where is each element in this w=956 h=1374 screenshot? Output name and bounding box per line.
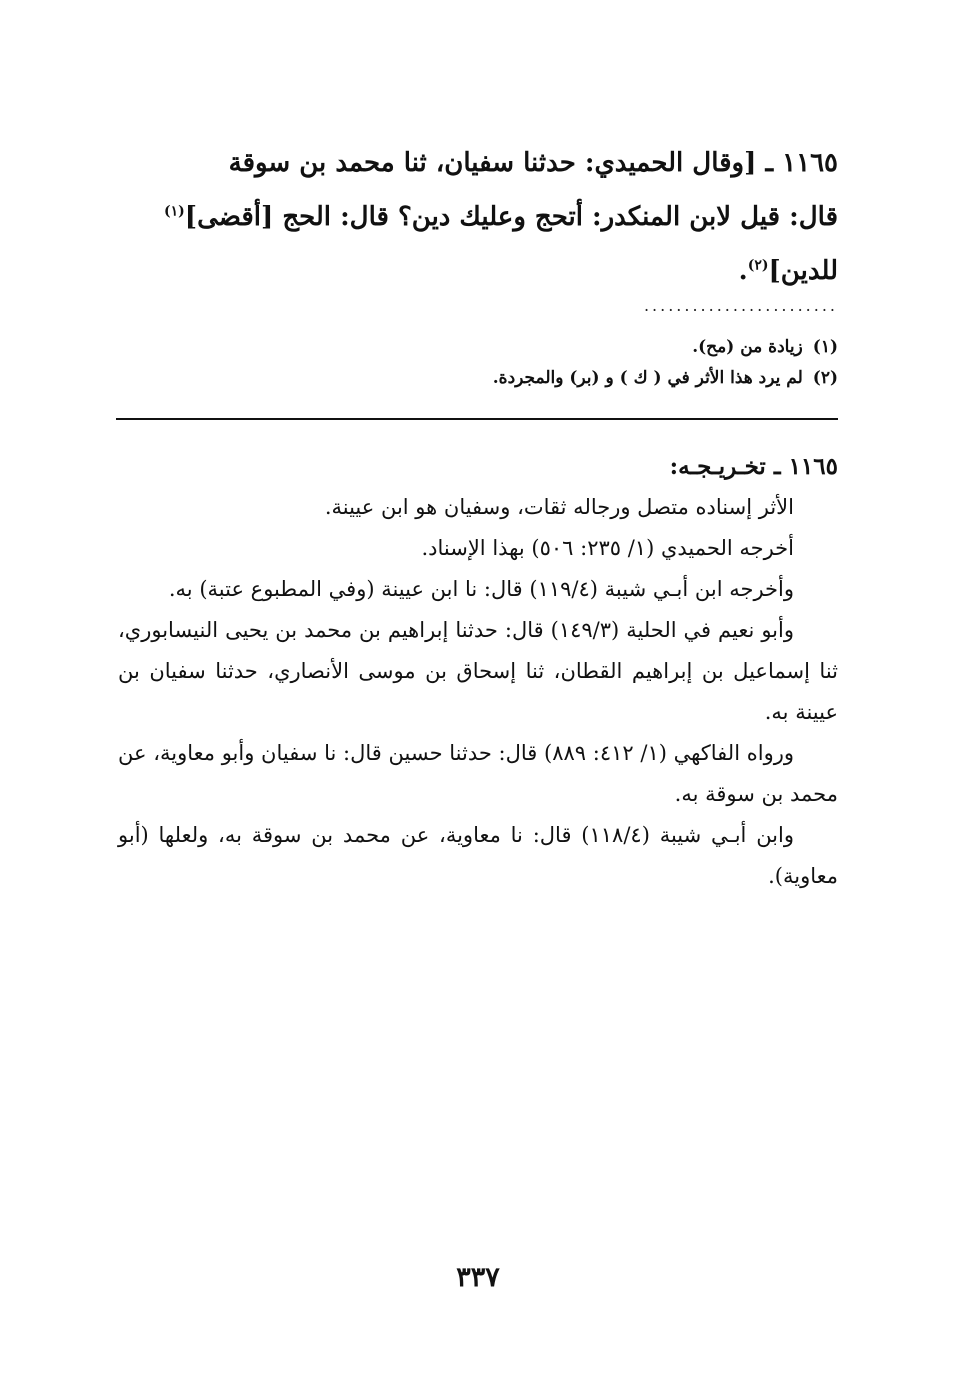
takhrij-paragraph: وأخرجه ابن أبـي شيبة (١١٩/٤) قال: نا ابن عيينة (وفي المطبوع عتبة) به. xyxy=(168,577,794,601)
takhrij-paragraph: وأبو نعيم في الحلية (١٤٩/٣) قال: حدثنا إبراهيم بن محمد بن يحيى النيسابوري، ثنا إسماعيل بن إبراهيم القطان، ثنا إسحاق بن موسى الأنصاري، حدثنا سفيان بن عيينة به. xyxy=(118,618,838,724)
takhrij-paragraph: الأثر إسناده متصل ورجاله ثقات، وسفيان هو ابن عيينة. xyxy=(324,495,794,519)
footnote-marker-2: (٢) xyxy=(747,257,769,274)
footnote-2-number: (٢) xyxy=(812,368,838,388)
takhrij-section xyxy=(118,446,838,897)
footnote-marker-1: (١) xyxy=(164,203,185,220)
page-number: ٣٣٧ xyxy=(456,1262,500,1293)
main-text-line-3-end: . xyxy=(738,256,748,286)
footnote-2 xyxy=(118,363,838,394)
main-text-line-2 xyxy=(118,190,838,244)
section-divider xyxy=(116,418,838,420)
footnote-1-number: (١) xyxy=(812,337,838,357)
main-text-line-2-body: قال: قيل لابن المنكدر: أتحج وعليك دين؟ قال: الحج [أقضى] xyxy=(184,202,838,232)
main-text-line-1: ١١٦٥ ـ [وقال الحميدي: حدثنا سفيان، ثنا محمد بن سوقة xyxy=(228,148,838,178)
takhrij-paragraph: وابن أبـي شيبة (١١٨/٤) قال: نا معاوية، عن محمد بن سوقة به، ولعلها (أبو معاوية). xyxy=(118,823,838,888)
footnote-2-text: لم يرد هذا الأثر في ( ك ) و (بر) والمجردة. xyxy=(492,368,803,388)
footnotes xyxy=(118,332,838,394)
footnote-1 xyxy=(118,332,838,363)
main-text-line-3 xyxy=(118,244,838,298)
takhrij-paragraph: أخرجه الحميدي (١/ ٢٣٥: ٥٠٦) بهذا الإسناد. xyxy=(421,536,794,560)
main-text-line-3-body: للدين] xyxy=(768,256,838,286)
footnote-separator-dots: ........................ xyxy=(643,296,838,315)
takhrij-heading: ١١٦٥ ـ تخـريـجـه: xyxy=(669,453,838,480)
takhrij-paragraph: ورواه الفاكهي (١/ ٤١٢: ٨٨٩) قال: حدثنا حسين قال: نا سفيان وأبو معاوية، عن محمد بن سوقة به. xyxy=(118,741,838,806)
footnote-1-text: زيادة من (مح). xyxy=(692,337,803,357)
main-text xyxy=(118,136,838,298)
